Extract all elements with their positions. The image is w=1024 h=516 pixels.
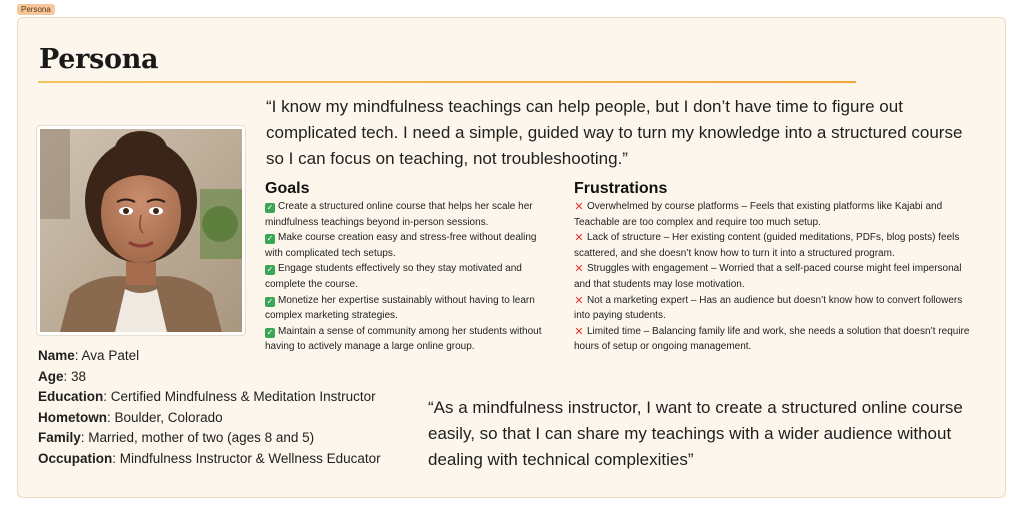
check-icon: ✓ (266, 203, 274, 212)
fact-name: Name: Ava Patel (38, 348, 140, 363)
cross-icon: ✕ (574, 263, 584, 276)
goal-item: ✓ Create a structured online course that helps her scale her mindfulness teachings beyond in-person sessions. (265, 201, 533, 228)
title-underline (38, 81, 856, 83)
goals-section (265, 179, 557, 355)
avatar-portrait-icon (40, 129, 242, 332)
fact-age: Age: 38 (38, 368, 87, 384)
frustration-item: ✕ Overwhelmed by course platforms – Feels that existing platforms like Kajabi and Teachable are too complex and require too much setup. (574, 201, 943, 228)
frustration-item: ✕ Not a marketing expert – Has an audience but doesn’t know how to convert followers into paying students. (574, 294, 963, 322)
cross-icon: ✕ (574, 201, 584, 213)
fact-occupation: Occupation: Mindfulness Instructor & Wellness Educator (38, 450, 381, 466)
frame-label[interactable]: Persona (17, 4, 55, 15)
goals-list (265, 199, 557, 355)
cross-icon: ✕ (574, 232, 584, 245)
check-icon: ✓ (266, 296, 274, 306)
frustrations-section (574, 179, 974, 355)
frustration-item: ✕ Struggles with engagement – Worried that a self-paced course might feel impersonal and that students may lose motivation. (574, 263, 962, 290)
goal-item: ✓ Engage students effectively so they stay motivated and complete the course. (265, 263, 522, 290)
goal-item: ✓ Maintain a sense of community among her students without having to actively manage a large online group. (265, 325, 542, 353)
page-title: Persona (39, 44, 159, 75)
cross-icon: ✕ (574, 294, 584, 307)
goal-item: ✓ Monetize her expertise sustainably without having to learn complex marketing strategies. (265, 294, 535, 322)
check-icon: ✓ (266, 234, 274, 244)
check-icon: ✓ (266, 327, 274, 337)
persona-card (17, 17, 1006, 498)
user-story-quote: “As a mindfulness instructor, I want to create a structured online course easily, so that I can share my teachings with a wider audience without dealing with technical complexities” (428, 398, 963, 469)
fact-hometown: Hometown: Boulder, Colorado (38, 409, 223, 425)
persona-quote: “I know my mindfulness teachings can help people, but I don’t have time to figure out complicated tech. I need a simple, guided way to turn my knowledge into a structured course so I can focus on teaching, not troubleshooting.” (266, 97, 963, 168)
goal-item: ✓ Make course creation easy and stress-free without dealing with complicated tech setups. (265, 232, 537, 259)
fact-education: Education: Certified Mindfulness & Meditation Instructor (38, 389, 376, 405)
frustration-item: ✕ Lack of structure – Her existing content (guided meditations, PDFs, blog posts) feels scattered, and she doesn’t know how to turn it into a structured program. (574, 232, 960, 259)
cross-icon: ✕ (574, 325, 584, 338)
check-icon: ✓ (266, 265, 274, 275)
persona-photo (36, 125, 246, 336)
frustration-item: ✕ Limited time – Balancing family life and work, she needs a solution that doesn’t require hours of setup or ongoing management. (574, 325, 970, 353)
fact-family: Family: Married, mother of two (ages 8 and 5) (38, 430, 315, 446)
persona-facts (38, 346, 418, 470)
frustrations-list (574, 199, 974, 355)
frustrations-heading: Frustrations (574, 180, 668, 197)
goals-heading: Goals (265, 180, 310, 197)
